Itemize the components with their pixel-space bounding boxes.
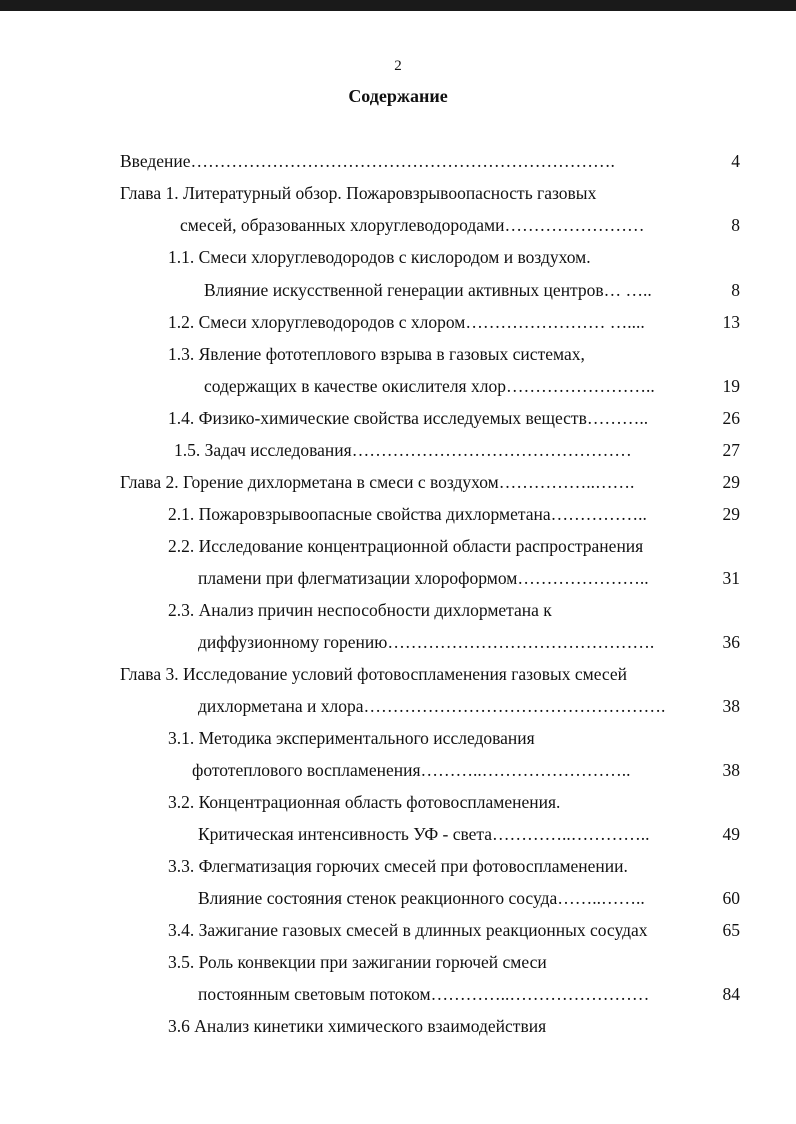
toc-entry-page: 8 [731,215,740,235]
toc-entry-text: 3.6 Анализ кинетики химического взаимодействия [168,1016,547,1036]
toc-entry-page: 38 [722,696,740,716]
toc-entry-text: смесей, образованных хлоруглеводородами…………………… [180,215,645,235]
toc-entry-page: 13 [722,312,740,332]
toc-entry-page: 49 [722,824,740,844]
toc-entry-text: 1.2. Смеси хлоруглеводородов с хлором…………………… ….... [168,312,645,332]
toc-entry-text: постоянным световым потоком…………..…………………… [198,984,650,1004]
toc-entry-text: Глава 1. Литературный обзор. Пожаровзрывоопасность газовых [120,183,597,203]
toc-entry-text: дихлорметана и хлора……………………………………………. [198,696,666,716]
toc-entry-text: 1.4. Физико-химические свойства исследуемых веществ……….. [168,408,649,428]
toc-entry-text: фототеплового воспламенения………..…………………….. [192,760,631,780]
toc-entry-page: 38 [722,760,740,780]
toc-entry-text: пламени при флегматизации хлороформом………………….. [198,568,649,588]
toc-entry-text: 3.4. Зажигание газовых смесей в длинных реакционных сосудах [168,920,648,940]
toc-entry-page: 26 [722,408,740,428]
toc-entry-text: содержащих в качестве окислителя хлор…………………….. [204,376,655,396]
toc-entry-page: 27 [722,440,740,460]
toc-entry-text: диффузионному горению………………………………………. [198,632,655,652]
toc-entry-page: 19 [722,376,740,396]
toc-entry-page: 84 [722,984,740,1004]
toc-entry-text: 2.2. Исследование концентрационной области распространения [168,536,644,556]
toc-entry-page: 60 [722,888,740,908]
toc-entry-text: Критическая интенсивность УФ - света…………..………….. [198,824,650,844]
toc-entry-text: Влияние искусственной генерации активных центров… ….. [204,280,652,300]
toc-entry-page: 29 [722,472,740,492]
scan-top-border [0,0,796,11]
toc-entry-text: 2.1. Пожаровзрывоопасные свойства дихлорметана…………….. [168,504,647,524]
page-title: Содержание [348,86,448,106]
page-number: 2 [394,58,402,74]
toc-entry-text: Введение………………………………………………………………. [120,151,615,171]
toc-entry-text: 1.1. Смеси хлоруглеводородов с кислородом и воздухом. [168,247,591,267]
toc-entry-text: 3.3. Флегматизация горючих смесей при фотовоспламенении. [168,856,628,876]
toc-entry-text: 3.1. Методика экспериментального исследования [168,728,535,748]
toc-entry-text: 2.3. Анализ причин неспособности дихлорметана к [168,600,552,620]
toc-entry-page: 29 [722,504,740,524]
toc-entry-text: Влияние состояния стенок реакционного сосуда……..…….. [198,888,645,908]
toc-entry-text: 3.2. Концентрационная область фотовоспламенения. [168,792,561,812]
toc-entry-page: 36 [722,632,740,652]
toc-entry-page: 65 [722,920,740,940]
toc-entry-text: Глава 3. Исследование условий фотовоспламенения газовых смесей [120,664,628,684]
toc-entry-page: 31 [722,568,740,588]
toc-entry-text: Глава 2. Горение дихлорметана в смеси с воздухом……………..……. [120,472,635,492]
toc-entry-page: 4 [731,151,740,171]
toc-entry-text: 1.3. Явление фототеплового взрыва в газовых системах, [168,344,585,364]
toc-entry-page: 8 [731,280,740,300]
toc-entry-text: 1.5. Задач исследования………………………………………… [174,440,632,460]
toc-entry-text: 3.5. Роль конвекции при зажигании горючей смеси [168,952,547,972]
